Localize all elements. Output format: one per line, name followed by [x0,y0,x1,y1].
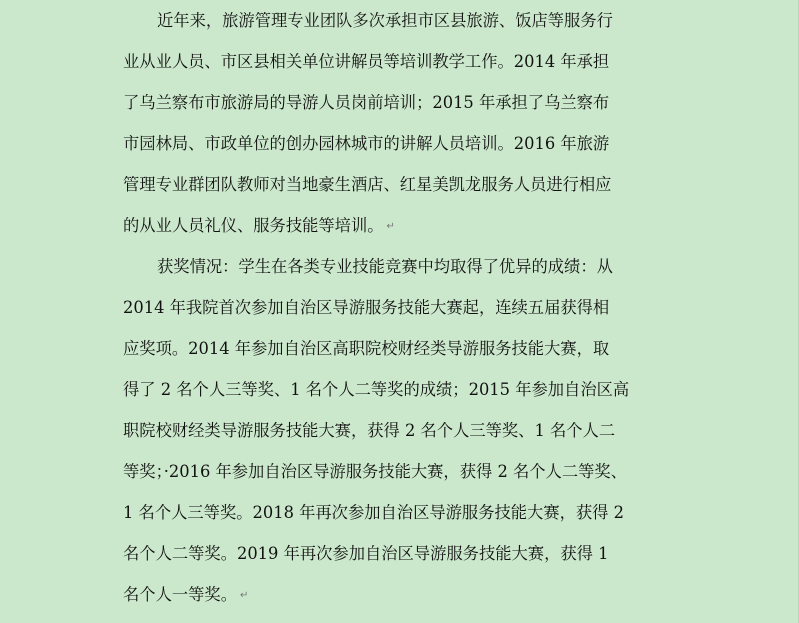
text-line: 市园林局、市政单位的创办园林城市的讲解人员培训。2016 年旅游 [123,134,610,153]
text-line: 2014 年我院首次参加自治区导游服务技能大赛起，连续五届获得相 [123,298,610,317]
text-line: 等奖；·2016 年参加自治区导游服务技能大赛，获得 2 名个人二等奖、 [123,462,627,481]
text-line-content: 的从业人员礼仪、服务技能等培训。 [123,216,384,235]
text-line: 获奖情况：学生在各类专业技能竞赛中均取得了优异的成绩：从 [157,257,613,276]
text-line: 得了 2 名个人三等奖、1 名个人二等奖的成绩；2015 年参加自治区高 [123,380,630,399]
paragraph-awards [123,246,683,615]
document-body[interactable] [123,0,683,615]
text-line-last [123,205,683,246]
text-line: 近年来，旅游管理专业团队多次承担市区县旅游、饭店等服务行 [157,11,613,30]
text-line: 职院校财经类导游服务技能大赛，获得 2 名个人三等奖、1 名个人二 [123,421,616,440]
text-line: 应奖项。2014 年参加自治区高职院校财经类导游服务技能大赛，取 [123,339,610,358]
text-line: 1 名个人三等奖。2018 年再次参加自治区导游服务技能大赛，获得 2 [123,503,624,522]
paragraph-mark-icon: ↵ [386,221,395,232]
text-line: 业从业人员、市区县相关单位讲解员等培训教学工作。2014 年承担 [123,52,610,71]
paragraph-mark-icon: ↵ [239,590,249,601]
text-line: 名个人二等奖。2019 年再次参加自治区导游服务技能大赛，获得 1 [123,544,609,563]
text-line: 了乌兰察布市旅游局的导游人员岗前培训；2015 年承担了乌兰察布 [123,93,610,112]
text-line-last [123,574,683,615]
paragraph-training [123,0,683,246]
text-line: 管理专业群团队教师对当地豪生酒店、红星美凯龙服务人员进行相应 [123,175,612,194]
text-line-content: 名个人一等奖。 [123,585,237,604]
